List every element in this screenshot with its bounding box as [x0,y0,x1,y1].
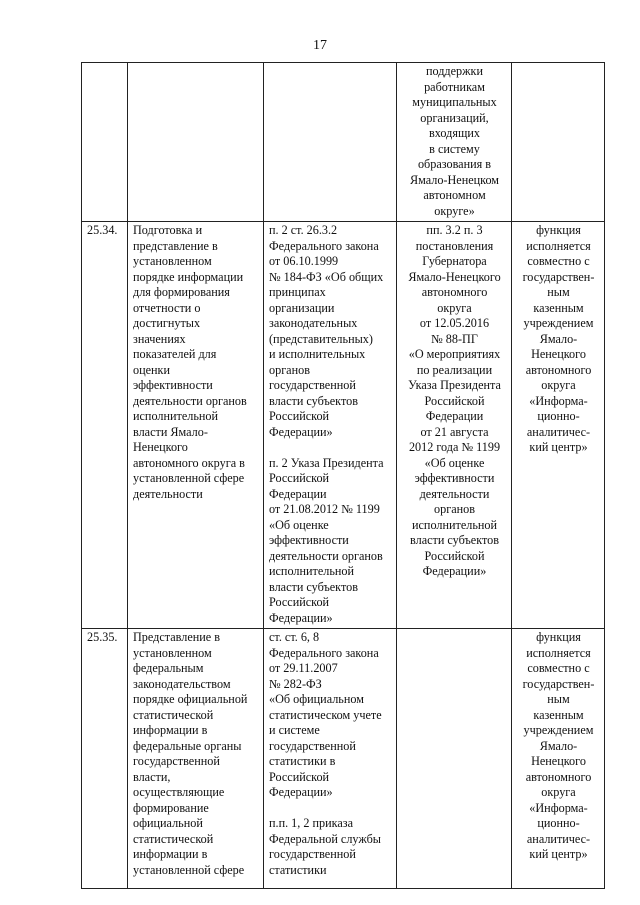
cell-text-line: Федерации» [269,424,333,439]
cell-text-line: Ямало-Ненецком [409,172,500,187]
cell-text-line: эффективности [414,471,495,485]
cell-text-line: Ненецкого [531,754,586,768]
cell-text-line: для формирования [133,285,230,299]
cell-text-line: деятельности органов [269,548,383,563]
cell-text-line: от 21.08.2012 № 1199 [269,502,380,516]
cell-text-line: Федерации [425,409,484,423]
cell-text-line: исполнительной [411,517,498,532]
cell-text-line: федеральным [133,661,204,675]
cell-text-line: оценки [133,362,170,377]
cell-text-line: установленном [133,645,212,660]
cell-text-line: аналитичес- [526,424,591,439]
cell-text-line: Российской [269,595,330,609]
cell-text-line: Российской [424,548,485,563]
cell-text-line: округа [437,300,472,315]
cell-text-line: п. 2 ст. 26.3.2 [269,223,338,237]
cell-text-line: официальной [133,816,203,830]
note-cell [512,63,605,222]
cell-text-line: исполнительной [133,409,219,423]
cell-text-line: Ямало- [539,738,578,753]
cell-text-line: Ямало- [539,331,578,346]
cell-text-line: Федерации [269,486,327,501]
table-row [82,222,605,629]
table-row [82,629,605,889]
cell-text-line: № 282-ФЗ [269,676,322,691]
cell-text-line: автономного [525,769,592,784]
row-number: 25.35. [87,630,118,644]
cell-text-line: кий центр» [529,847,588,861]
cell-text-line: (представительных) [269,331,373,346]
cell-text-line: установленном [133,254,212,268]
row-number: 25.34. [87,223,118,237]
cell-text-line: Российской [424,393,485,408]
cell-text-line: входящих [429,126,480,140]
cell-text-line: автономном [423,188,486,202]
cell-text-line: деятельности [133,486,203,501]
legal-basis-cell [264,222,397,629]
cell-text-line: значениях [133,331,186,346]
cell-text-line: «Информа- [529,393,588,408]
cell-text-line: органов [269,362,310,377]
cell-text-line: власти, [133,769,171,784]
cell-text-line: совместно с [527,254,590,268]
cell-text-line: эффективности [269,533,349,547]
paragraph-gap [269,440,392,456]
cell-text-line: Указа Президента [408,378,501,392]
cell-text-line: Федерации» [422,564,487,578]
cell-text-line: Федерального закона [269,238,379,253]
description-cell [128,629,264,889]
cell-text-line: порядке официальной [133,692,248,706]
cell-text-line: округа [541,785,576,799]
cell-text-line: автономного [525,362,592,377]
cell-text-line: «Об официальном [269,692,364,706]
regional-act-cell [397,63,512,222]
cell-text-line: округе» [434,203,475,218]
row-number-cell [82,629,128,889]
cell-text-line: совместно с [527,661,590,675]
cell-text-line: достигнутых [133,316,201,330]
cell-text-line: «Информа- [529,800,588,815]
cell-text-line: принципах [269,285,326,299]
cell-text-line: ционно- [537,816,580,830]
cell-text-line: Представление в [133,630,220,644]
cell-text-line: муниципальных [412,95,497,109]
cell-text-line: Российской [269,471,330,485]
cell-text-line: от 12.05.2016 [419,316,490,330]
cell-text-line: организаций, [420,110,489,125]
cell-text-line: государственной [269,847,356,861]
legal-basis-cell [264,629,397,889]
cell-text-line: образования в [417,157,492,171]
functions-table [81,62,605,889]
cell-text-line: п.п. 1, 2 приказа [269,816,354,830]
cell-text-line: казенным [533,300,584,315]
cell-text-line: статистической [133,831,214,846]
cell-text-line: государственной [269,378,356,392]
cell-text-line: Российской [269,769,330,784]
cell-text-line: статистическом учете [269,707,382,722]
cell-text-line: информации в [133,847,208,861]
cell-text-line: исполняется [526,238,591,253]
cell-text-line: органов [434,502,475,516]
cell-text-line: федеральные органы [133,738,242,753]
description-cell [128,222,264,629]
row-number-cell [82,222,128,629]
cell-text-line: деятельности органов [133,393,247,408]
cell-text-line: власти Ямало- [133,424,208,439]
cell-text-line: «Об оценке [269,517,329,532]
cell-text-line: государственной [133,754,220,768]
cell-text-line: № 184-ФЗ «Об общих [269,269,384,284]
cell-text-line: и исполнительных [269,347,366,361]
cell-text-line: от 06.10.1999 [269,254,339,268]
cell-text-line: Подготовка и [133,223,203,237]
cell-text-line: округа [541,378,576,392]
cell-text-line: эффективности [133,378,213,392]
legal-basis-cell [264,63,397,222]
cell-text-line: 2012 года № 1199 [408,440,501,454]
cell-text-line: автономного [421,285,488,299]
cell-text-line: власти субъектов [410,533,499,547]
cell-text-line: Федерального закона [269,645,379,660]
cell-text-line: формирование [133,800,209,815]
cell-text-line: порядке информации [133,269,244,284]
cell-text-line: государственной [269,738,356,753]
cell-text-line: ционно- [537,409,580,423]
cell-text-line: государствен- [522,269,595,284]
cell-text-line: учреждением [523,316,594,330]
cell-text-line: исполнительной [269,564,355,578]
cell-text-line: власти субъектов [269,393,358,408]
cell-text-line: Федерации» [269,610,333,625]
cell-text-line: статистики в [269,754,336,768]
cell-text-line: ст. ст. 6, 8 [269,630,320,644]
cell-text-line: функция [536,223,581,237]
page-number: 17 [313,38,327,53]
cell-text-line: функция [536,630,581,644]
cell-text-line: автономного округа в [133,455,245,470]
description-cell [128,63,264,222]
cell-text-line: статистической [133,707,214,722]
cell-text-line: законодательством [133,676,231,691]
cell-text-line: статистики [269,862,327,877]
cell-text-line: по реализации [416,362,493,377]
note-cell [512,629,605,889]
cell-text-line: постановления [415,238,494,253]
cell-text-line: от 29.11.2007 [269,661,338,675]
cell-text-line: № 88-ПГ [431,331,478,346]
cell-text-line: п. 2 Указа Президента [269,455,384,470]
cell-text-line: представление в [133,238,218,253]
cell-text-line: работникам [424,79,485,94]
cell-text-line: и системе [269,723,320,737]
cell-text-line: от 21 августа [420,424,489,439]
cell-text-line: Ненецкого [133,440,188,454]
cell-text-line: осуществляющие [133,785,225,799]
cell-text-line: казенным [533,707,584,722]
cell-text-line: деятельности [419,486,490,501]
cell-text-line: поддержки [425,64,484,78]
cell-text-line: ным [547,692,570,706]
cell-text-line: информации в [133,723,208,737]
cell-text-line: законодательных [269,316,358,330]
cell-text-line: Ямало-Ненецкого [408,269,501,284]
cell-text-line: пп. 3.2 п. 3 [426,223,483,237]
cell-text-line: в систему [429,141,480,156]
cell-text-line: власти субъектов [269,579,358,594]
cell-text-line: Российской [269,409,330,423]
note-cell [512,222,605,629]
cell-text-line: «О мероприятиях [408,347,501,361]
cell-text-line: исполняется [526,645,591,660]
cell-text-line: аналитичес- [526,831,591,846]
cell-text-line: установленной сфере [133,471,245,485]
cell-text-line: кий центр» [529,440,588,454]
regional-act-cell [397,629,512,889]
paragraph-gap [269,801,392,817]
cell-text-line: Ненецкого [531,347,586,361]
cell-text-line: установленной сфере [133,862,245,877]
cell-text-line: организации [269,300,335,315]
table-row [82,63,605,222]
cell-text-line: Федеральной службы [269,831,381,846]
regional-act-cell [397,222,512,629]
cell-text-line: ным [547,285,570,299]
cell-text-line: Губернатора [422,254,487,268]
cell-text-line: отчетности о [133,300,201,315]
cell-text-line: показателей для [133,347,217,361]
cell-text-line: «Об оценке [424,455,485,470]
cell-text-line: Федерации» [269,785,333,799]
cell-text-line: государствен- [522,676,595,691]
cell-text-line: учреждением [523,723,594,737]
row-number-cell [82,63,128,222]
